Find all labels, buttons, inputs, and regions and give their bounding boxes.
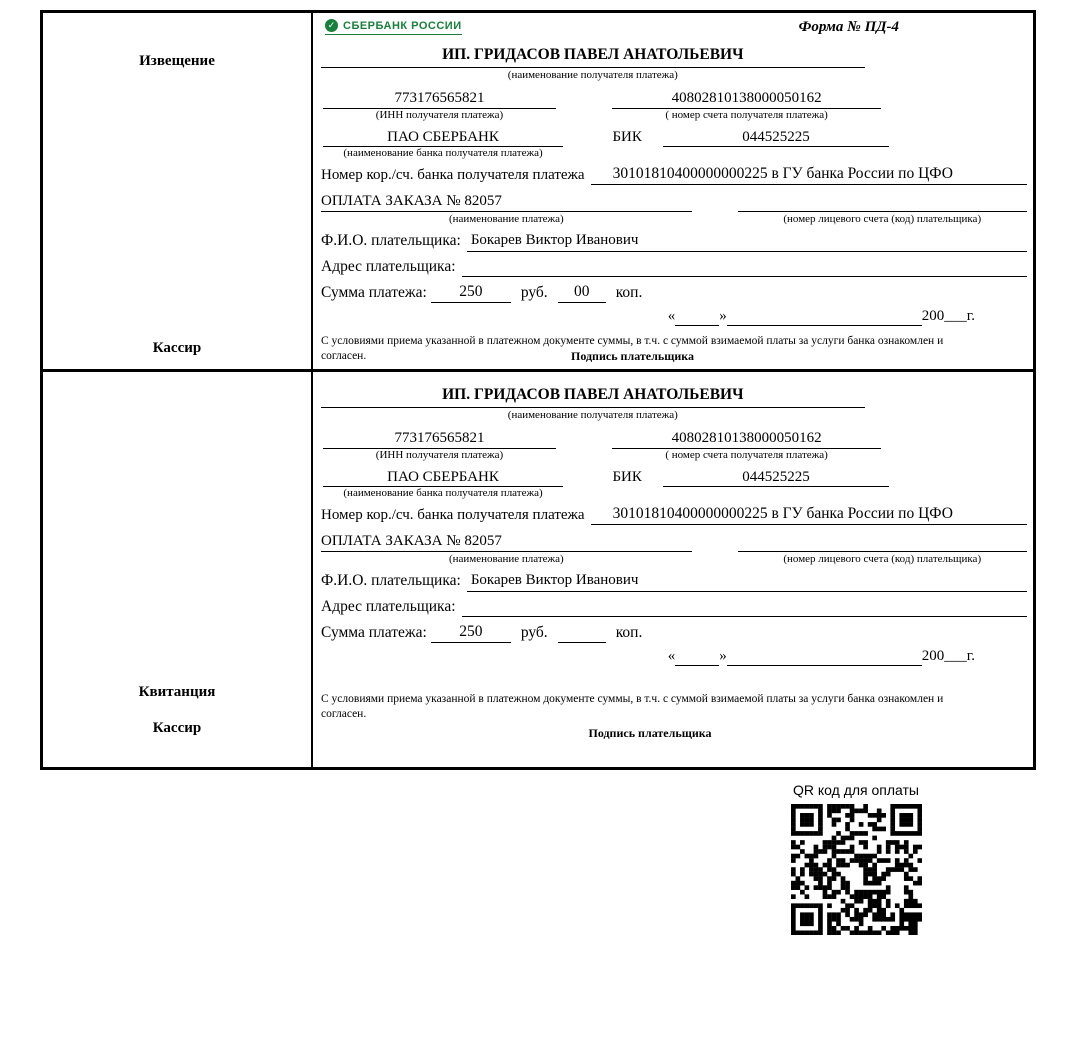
- sberbank-logo: [325, 19, 462, 35]
- date-month-blank: [727, 325, 922, 326]
- amount-kop-value: 00: [558, 282, 606, 303]
- date-year-suffix: 200___г.: [921, 307, 975, 324]
- inn-caption: (ИНН получателя платежа): [375, 108, 504, 121]
- receipt-section: [40, 372, 1036, 770]
- inn-caption: (ИНН получателя платежа): [375, 448, 504, 461]
- personal-account-caption: (номер лицевого счета (код) плательщика): [783, 213, 982, 226]
- purpose-prefix: ОПЛАТА ЗАКАЗА №: [321, 193, 461, 210]
- payer-address-label: Адрес плательщика:: [321, 597, 456, 615]
- corr-account-row: [321, 504, 1027, 525]
- form-number: Форма № ПД-4: [798, 19, 899, 35]
- notice-cashier-label: Кассир: [152, 340, 202, 356]
- bik-label: БИК: [612, 468, 642, 485]
- amount-label: Сумма платежа:: [321, 283, 427, 301]
- date-row: [321, 647, 1027, 667]
- payer-address-label: Адрес плательщика:: [321, 257, 456, 275]
- payer-name-value: Бокарев Виктор Иванович: [467, 231, 1027, 252]
- corr-account-label: Номер кор./сч. банка получателя платежа: [321, 166, 585, 183]
- receipt-cashier-label: Кассир: [152, 720, 202, 736]
- date-year-suffix: 200___г.: [921, 647, 975, 664]
- receipt-left-column: [43, 372, 313, 767]
- payment-purpose: [321, 531, 692, 552]
- pd4-form: [40, 10, 1036, 770]
- bank-row: [321, 468, 1027, 500]
- purpose-captions-row: [321, 553, 1027, 566]
- inn-block: [323, 429, 556, 461]
- inn-account-row: [321, 429, 1027, 461]
- payer-address-row: [321, 597, 1027, 617]
- date-row: [321, 307, 1027, 327]
- notice-title: Извещение: [139, 53, 215, 69]
- rub-label: руб.: [520, 623, 548, 641]
- inn-value: 773176565821: [323, 89, 556, 109]
- bank-caption: (наименование банка получателя платежа): [343, 147, 543, 160]
- payer-address-row: [321, 257, 1027, 277]
- agreement-block: [321, 692, 979, 722]
- payer-address-value: [462, 598, 1027, 617]
- bik-value: 044525225: [663, 468, 889, 488]
- notice-left-column: [43, 13, 313, 369]
- bank-caption: (наименование банка получателя платежа): [343, 487, 543, 500]
- account-value: 40802810138000050162: [612, 89, 880, 109]
- purpose-row: [321, 531, 1027, 552]
- bik-label: БИК: [612, 128, 642, 145]
- notice-section: [40, 10, 1036, 372]
- purpose-captions-row: [321, 213, 1027, 226]
- date-month-blank: [727, 665, 922, 666]
- account-value: 40802810138000050162: [612, 429, 880, 449]
- date-close-quote: »: [719, 647, 727, 664]
- receipt-right-column: [313, 372, 1033, 767]
- account-caption: ( номер счета получателя платежа): [665, 448, 828, 461]
- qr-block: [771, 782, 941, 935]
- corr-account-label: Номер кор./сч. банка получателя платежа: [321, 506, 585, 523]
- rub-label: руб.: [520, 283, 548, 301]
- personal-account-blank: [738, 531, 1027, 552]
- purpose-row: [321, 191, 1027, 212]
- qr-caption: QR код для оплаты: [792, 782, 919, 798]
- recipient-caption: (наименование получателя платежа): [507, 68, 678, 81]
- notice-right-column: [313, 13, 1033, 369]
- sberbank-logo-text: СБЕРБАНК РОССИИ: [343, 19, 462, 32]
- kop-label: коп.: [615, 283, 643, 301]
- account-block: [612, 89, 880, 121]
- date-day-blank: [675, 665, 719, 666]
- payer-name-label: Ф.И.О. плательщика:: [321, 572, 461, 590]
- agreement-text: С условиями приема указанной в платежном документе суммы, в т.ч. с суммой взимаемой платы за услуги банка ознакомлен и согласен.: [321, 335, 944, 363]
- corr-account-value: 30101810400000000225 в ГУ банка России по ЦФО: [591, 504, 1027, 525]
- date-open-quote: «: [667, 647, 676, 664]
- agreement-text: С условиями приема указанной в платежном документе суммы, в т.ч. с суммой взимаемой платы за услуги банка ознакомлен и согласен.: [321, 693, 944, 721]
- payer-name-label: Ф.И.О. плательщика:: [321, 232, 461, 250]
- date-close-quote: »: [719, 307, 727, 324]
- personal-account-caption: (номер лицевого счета (код) плательщика): [783, 553, 982, 566]
- amount-label: Сумма платежа:: [321, 623, 427, 641]
- payer-signature-label: Подпись плательщика: [571, 349, 694, 364]
- account-block: [612, 429, 880, 461]
- recipient-name: ИП. ГРИДАСОВ ПАВЕЛ АНАТОЛЬЕВИЧ: [321, 386, 865, 408]
- receipt-title: Квитанция: [138, 684, 216, 700]
- date-day-blank: [675, 325, 719, 326]
- purpose-caption: (наименование платежа): [448, 213, 564, 226]
- personal-account-blank: [738, 191, 1027, 212]
- payer-address-value: [462, 258, 1027, 277]
- bank-row: [321, 128, 1027, 160]
- notice-header-row: [321, 19, 1027, 46]
- amount-rub-value: 250: [431, 622, 511, 643]
- inn-account-row: [321, 89, 1027, 121]
- payer-name-row: [321, 231, 1027, 252]
- payment-purpose: [321, 191, 692, 212]
- amount-kop-value: [558, 624, 606, 643]
- inn-block: [323, 89, 556, 121]
- account-caption: ( номер счета получателя платежа): [665, 108, 828, 121]
- kop-label: коп.: [615, 623, 643, 641]
- inn-value: 773176565821: [323, 429, 556, 449]
- payer-name-value: Бокарев Виктор Иванович: [467, 571, 1027, 592]
- amount-row: [321, 622, 1027, 643]
- payer-name-row: [321, 571, 1027, 592]
- amount-row: [321, 282, 1027, 303]
- agreement-block: [321, 334, 979, 364]
- payer-signature-label: Подпись плательщика: [588, 726, 712, 741]
- bik-value: 044525225: [663, 128, 889, 148]
- bank-name-block: [323, 468, 563, 500]
- recipient-name: ИП. ГРИДАСОВ ПАВЕЛ АНАТОЛЬЕВИЧ: [321, 46, 865, 68]
- bank-name: ПАО СБЕРБАНК: [323, 468, 563, 488]
- corr-account-value: 30101810400000000225 в ГУ банка России по ЦФО: [591, 164, 1027, 185]
- amount-rub-value: 250: [431, 282, 511, 303]
- corr-account-row: [321, 164, 1027, 185]
- order-number: 82057: [464, 193, 502, 210]
- purpose-caption: (наименование платежа): [448, 553, 564, 566]
- qr-code-image: [791, 804, 922, 935]
- sberbank-logo-icon: ✓: [325, 19, 338, 32]
- recipient-caption: (наименование получателя платежа): [507, 408, 678, 421]
- bank-name-block: [323, 128, 563, 160]
- purpose-prefix: ОПЛАТА ЗАКАЗА №: [321, 533, 461, 550]
- date-open-quote: «: [667, 307, 676, 324]
- order-number: 82057: [464, 533, 502, 550]
- bank-name: ПАО СБЕРБАНК: [323, 128, 563, 148]
